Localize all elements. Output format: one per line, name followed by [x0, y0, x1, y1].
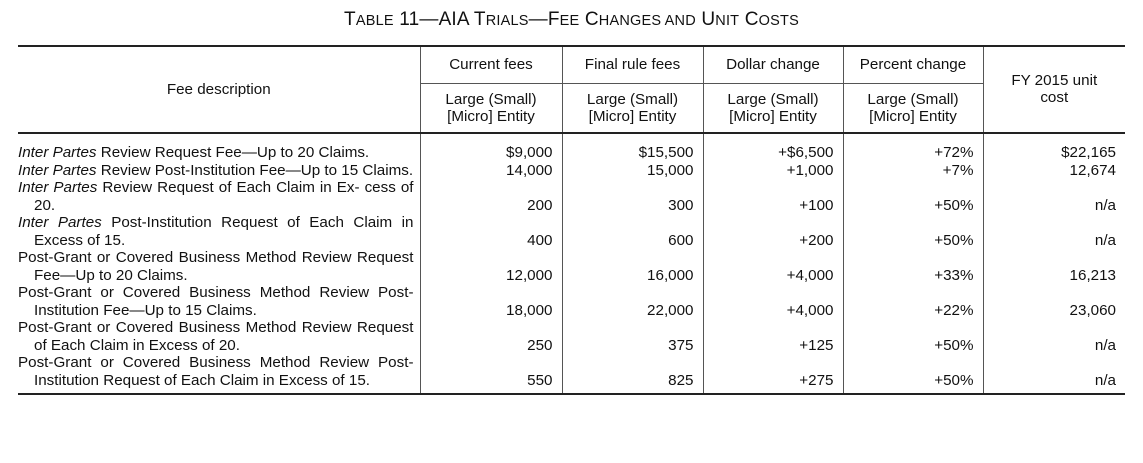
title-part: NIT: [715, 13, 740, 29]
final-fee-cell: $15,500: [562, 133, 703, 162]
header-fy-unit-cost: [983, 46, 1125, 133]
percent-change-cell: +72%: [843, 133, 983, 162]
header-fy-line1: FY 2015 unit: [1011, 71, 1098, 89]
fee-description-cell: [18, 179, 420, 214]
fee-table: [18, 45, 1125, 395]
entity-line2: [Micro] Entity: [588, 108, 677, 125]
table-body: [18, 133, 1125, 394]
current-fee-cell: $9,000: [420, 133, 562, 162]
percent-change-cell: +50%: [843, 354, 983, 394]
final-fee-cell: 16,000: [562, 249, 703, 284]
table-row: [18, 354, 1125, 394]
header-fy-line2: cost: [1040, 89, 1069, 106]
header-entity-percent: [843, 84, 983, 134]
entity-line1: Large (Small): [445, 90, 537, 108]
dollar-change-cell: +100: [703, 179, 843, 214]
fee-description-cell: [18, 284, 420, 319]
description-text: Post-Grant or Covered Business Method Review Request of Each Claim in Excess of 20.: [18, 319, 414, 354]
current-fee-cell: 550: [420, 354, 562, 394]
current-fee-cell: 12,000: [420, 249, 562, 284]
table-title: [0, 9, 1143, 31]
description-text: Review Request of Each Claim in Ex- cess of 20.: [34, 179, 414, 214]
description-text: Post-Grant or Covered Business Method Review Request Fee—Up to 20 Claims.: [18, 249, 414, 284]
current-fee-cell: 200: [420, 179, 562, 214]
table-row: [18, 179, 1125, 214]
title-part: U: [695, 9, 716, 30]
unit-cost-cell: n/a: [983, 319, 1125, 354]
entity-line1: Large (Small): [727, 90, 819, 108]
unit-cost-cell: n/a: [983, 179, 1125, 214]
entity-line2: [Micro] Entity: [729, 108, 817, 125]
table-header: [18, 46, 1125, 133]
title-part: RIALS: [485, 13, 529, 29]
title-part: F: [547, 9, 560, 30]
percent-change-cell: +33%: [843, 249, 983, 284]
title-part: —: [528, 9, 548, 30]
unit-cost-cell: 23,060: [983, 284, 1125, 319]
dollar-change-cell: +125: [703, 319, 843, 354]
italic-term: Inter Partes: [18, 144, 97, 161]
fee-description-cell: [18, 133, 420, 162]
header-entity-current: [420, 84, 562, 134]
description-text: Review Request Fee—Up to 20 Claims.: [96, 144, 370, 161]
italic-term: Inter Partes: [18, 161, 97, 179]
header-dollar-change: Dollar change: [703, 46, 843, 84]
title-part: C: [739, 9, 759, 30]
current-fee-cell: 250: [420, 319, 562, 354]
final-fee-cell: 15,000: [562, 162, 703, 180]
description-text: Post-Grant or Covered Business Method Review Post-Institution Request of Each Claim in Excess of 15.: [18, 354, 414, 389]
title-part: EE: [559, 13, 580, 29]
unit-cost-cell: $22,165: [983, 133, 1125, 162]
italic-term: Inter Partes: [18, 179, 98, 196]
fee-description-cell: [18, 249, 420, 284]
description-text: Review Post-Institution Fee—Up to 15 Claims.: [96, 161, 414, 179]
table-row: [18, 162, 1125, 180]
percent-change-cell: +7%: [843, 162, 983, 180]
dollar-change-cell: +1,000: [703, 162, 843, 180]
entity-line1: Large (Small): [586, 90, 679, 108]
title-part: C: [579, 9, 599, 30]
final-fee-cell: 300: [562, 179, 703, 214]
percent-change-cell: +22%: [843, 284, 983, 319]
title-part: OSTS: [758, 13, 799, 29]
unit-cost-cell: 12,674: [983, 162, 1125, 180]
italic-term: Inter Partes: [18, 214, 102, 231]
title-part: AIA T: [438, 9, 486, 30]
title-part: T: [344, 9, 356, 30]
header-fee-description: Fee description: [18, 46, 420, 133]
unit-cost-cell: n/a: [983, 214, 1125, 249]
dollar-change-cell: +200: [703, 214, 843, 249]
table-row: [18, 319, 1125, 354]
current-fee-cell: 14,000: [420, 162, 562, 180]
table-row: [18, 249, 1125, 284]
final-fee-cell: 375: [562, 319, 703, 354]
title-part: HANGES AND: [598, 13, 696, 29]
current-fee-cell: 400: [420, 214, 562, 249]
header-current-fees: Current fees: [420, 46, 562, 84]
current-fee-cell: 18,000: [420, 284, 562, 319]
final-fee-cell: 22,000: [562, 284, 703, 319]
entity-line2: [Micro] Entity: [869, 108, 957, 125]
unit-cost-cell: 16,213: [983, 249, 1125, 284]
final-fee-cell: 600: [562, 214, 703, 249]
header-entity-final: [562, 84, 703, 134]
fee-description-cell: [18, 354, 420, 394]
unit-cost-cell: n/a: [983, 354, 1125, 394]
dollar-change-cell: +$6,500: [703, 133, 843, 162]
dollar-change-cell: +4,000: [703, 284, 843, 319]
header-final-rule-fees: Final rule fees: [562, 46, 703, 84]
percent-change-cell: +50%: [843, 214, 983, 249]
dollar-change-cell: +4,000: [703, 249, 843, 284]
final-fee-cell: 825: [562, 354, 703, 394]
entity-line2: [Micro] Entity: [447, 108, 535, 125]
description-text: Post-Institution Request of Each Claim in Excess of 15.: [34, 214, 414, 249]
entity-line1: Large (Small): [867, 90, 959, 108]
percent-change-cell: +50%: [843, 319, 983, 354]
fee-description-cell: [18, 162, 420, 180]
table-row: [18, 214, 1125, 249]
fee-description-cell: [18, 214, 420, 249]
header-percent-change: Percent change: [843, 46, 983, 84]
description-text: Post-Grant or Covered Business Method Review Post-Institution Fee—Up to 15 Claims.: [18, 284, 414, 319]
table-row: [18, 133, 1125, 162]
header-entity-dollar: [703, 84, 843, 134]
table-row: [18, 284, 1125, 319]
title-part: 11—: [393, 9, 439, 30]
dollar-change-cell: +275: [703, 354, 843, 394]
percent-change-cell: +50%: [843, 179, 983, 214]
title-part: ABLE: [355, 13, 394, 29]
fee-description-cell: [18, 319, 420, 354]
